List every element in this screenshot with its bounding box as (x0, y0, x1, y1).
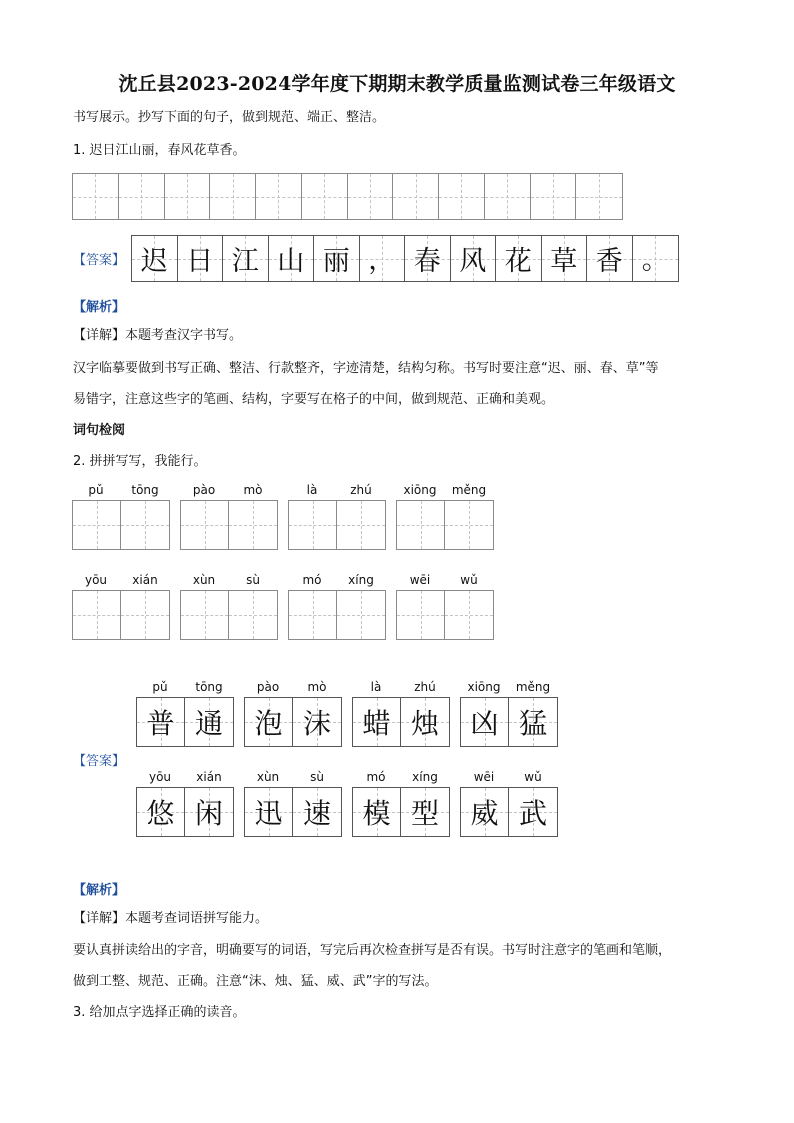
empty-writing-cell (73, 174, 119, 219)
empty-writing-cell (348, 174, 394, 219)
answer-char: 。 (641, 245, 669, 276)
answer-word-grid (136, 697, 234, 747)
answer-word-grid (460, 787, 558, 837)
empty-writing-cell (397, 591, 445, 639)
answer-char: 沫 (302, 707, 331, 740)
pinyin-label: pǔ (152, 680, 168, 694)
word-writing-grid (72, 500, 170, 550)
question-3: 3. 给加点字选择正确的读音。 (73, 1005, 246, 1020)
answer-char: 蜡 (362, 707, 391, 740)
answer-char-cell (509, 788, 557, 836)
pinyin-label: xíng (348, 573, 374, 587)
pinyin-label: xián (196, 770, 222, 784)
answer-char-cell (137, 698, 185, 746)
pinyin-label: xiōng (403, 483, 437, 497)
answer-char: 迟 (140, 246, 168, 277)
answer-char: 凶 (470, 707, 499, 740)
answer-char-cell (587, 236, 633, 281)
answer-writing-grid (131, 235, 679, 282)
pinyin-label: pǔ (88, 483, 104, 497)
pinyin-label: xiōng (467, 680, 501, 694)
answer-char-cell (496, 236, 542, 281)
pinyin-label: xùn (256, 770, 280, 784)
word-writing-grid (180, 500, 278, 550)
explanation-1-line2: 易错字，注意这些字的笔画、结构，字要写在格子的中间，做到规范、正确和美观。 (73, 392, 555, 407)
answer-char-cell (223, 236, 269, 281)
answer-char: 香 (595, 246, 623, 277)
empty-writing-cell (337, 501, 385, 549)
answer-char: 泡 (254, 707, 283, 740)
answer-char-cell (245, 788, 293, 836)
answer-char-cell (360, 236, 406, 281)
answer-char: 武 (518, 797, 547, 830)
answer-char: 威 (470, 797, 499, 830)
empty-writing-cell (289, 591, 337, 639)
answer-char: 猛 (518, 707, 547, 740)
answer-char-cell (461, 698, 509, 746)
explanation-2-line2: 做到工整、规范、正确。注意“沫、烛、猛、威、武”字的写法。 (73, 974, 438, 989)
explanation-1-line1: 汉字临摹要做到书写正确、整洁、行款整齐，字迹清楚，结构匀称。书写时要注意“迟、丽、春、草”等 (73, 361, 659, 376)
answer-char: 日 (186, 246, 214, 277)
answer-word-grid (352, 697, 450, 747)
word-writing-grid (180, 590, 278, 640)
answer-char-cell (293, 698, 341, 746)
answer-char-cell (353, 788, 401, 836)
answer-char-cell (461, 788, 509, 836)
pinyin-label: mò (307, 680, 327, 694)
pinyin-label: mó (366, 770, 386, 784)
page-title: 沈丘县2023-2024学年度下期期末教学质量监测试卷三年级语文 (118, 73, 676, 95)
answer-char: 速 (302, 797, 331, 830)
pinyin-label: yōu (148, 770, 172, 784)
answer-char: 型 (410, 797, 439, 830)
pinyin-label: là (370, 680, 382, 694)
answer-char-cell (185, 788, 233, 836)
section1-heading: 书写展示。抄写下面的句子，做到规范、端正、整洁。 (73, 110, 386, 125)
answer-char: 普 (146, 707, 175, 740)
answer-char: 通 (194, 707, 223, 740)
answer-char: 山 (277, 246, 305, 277)
word-writing-grid (396, 590, 494, 640)
empty-writing-cell (337, 591, 385, 639)
detail-2: 【详解】本题考查词语拼写能力。 (73, 911, 269, 926)
pinyin-label: là (306, 483, 318, 497)
answer-char-cell (353, 698, 401, 746)
empty-writing-cell (121, 591, 169, 639)
explanation-2-line1: 要认真拼读给出的字音，明确要写的词语，写完后再次检查拼写是否有误。书写时注意字的笔画和笔顺， (73, 943, 672, 958)
empty-writing-cell (165, 174, 211, 219)
empty-writing-cell (210, 174, 256, 219)
empty-writing-cell (121, 501, 169, 549)
answer-label-2: 【答案】 (73, 754, 126, 769)
empty-writing-cell (485, 174, 531, 219)
empty-writing-cell (73, 501, 121, 549)
answer-char: 风 (459, 246, 487, 277)
answer-char: 烛 (410, 707, 439, 740)
pinyin-label: xùn (192, 573, 216, 587)
answer-char-cell (185, 698, 233, 746)
answer-char-cell (542, 236, 588, 281)
pinyin-label: sù (310, 770, 324, 784)
empty-writing-cell (397, 501, 445, 549)
empty-writing-cell (119, 174, 165, 219)
empty-writing-cell (256, 174, 302, 219)
empty-writing-cell (439, 174, 485, 219)
word-writing-grid (72, 590, 170, 640)
pinyin-label: zhú (414, 680, 436, 694)
pinyin-label: pào (256, 680, 280, 694)
pinyin-label: mó (302, 573, 322, 587)
pinyin-label: měng (515, 680, 551, 694)
pinyin-label: wēi (409, 573, 431, 587)
word-writing-grid (396, 500, 494, 550)
empty-writing-cell (289, 501, 337, 549)
answer-char-cell (245, 698, 293, 746)
empty-writing-cell (73, 591, 121, 639)
pinyin-label: xián (132, 573, 158, 587)
answer-char-cell (137, 788, 185, 836)
answer-char-cell (401, 698, 449, 746)
answer-word-grid (244, 697, 342, 747)
question-2: 2. 拼拼写写，我能行。 (73, 454, 207, 469)
answer-char-cell (401, 788, 449, 836)
detail-1: 【详解】本题考查汉字书写。 (73, 328, 243, 343)
answer-word-grid (352, 787, 450, 837)
empty-writing-cell (576, 174, 622, 219)
answer-char-cell (269, 236, 315, 281)
pinyin-label: xíng (412, 770, 438, 784)
pinyin-label: tōng (131, 483, 159, 497)
pinyin-label: zhú (350, 483, 372, 497)
answer-char: 花 (504, 246, 532, 277)
answer-word-grid (460, 697, 558, 747)
copy-writing-grid (72, 173, 623, 220)
empty-writing-cell (229, 591, 277, 639)
answer-char-cell (451, 236, 497, 281)
pinyin-label: pào (192, 483, 216, 497)
empty-writing-cell (445, 591, 493, 639)
answer-char: ， (368, 245, 396, 276)
word-writing-grid (288, 590, 386, 640)
empty-writing-cell (393, 174, 439, 219)
empty-writing-cell (229, 501, 277, 549)
answer-char: 模 (362, 797, 391, 830)
answer-char: 丽 (322, 246, 350, 277)
answer-char: 闲 (194, 797, 223, 830)
answer-word-grid (244, 787, 342, 837)
question-1: 1. 迟日江山丽，春风花草香。 (73, 143, 246, 158)
answer-char-cell (509, 698, 557, 746)
answer-char: 江 (231, 246, 259, 277)
answer-char: 迅 (254, 797, 283, 830)
word-writing-grid (288, 500, 386, 550)
pinyin-label: yōu (84, 573, 108, 587)
analysis-label-1: 【解析】 (73, 300, 126, 315)
pinyin-label: měng (451, 483, 487, 497)
empty-writing-cell (181, 591, 229, 639)
section2-heading: 词句检阅 (73, 423, 126, 438)
answer-char: 春 (413, 246, 441, 277)
pinyin-label: sù (246, 573, 260, 587)
empty-writing-cell (181, 501, 229, 549)
answer-char-cell (314, 236, 360, 281)
pinyin-label: wēi (473, 770, 495, 784)
answer-char-cell (405, 236, 451, 281)
empty-writing-cell (302, 174, 348, 219)
pinyin-label: wǔ (524, 770, 542, 784)
empty-writing-cell (445, 501, 493, 549)
pinyin-label: wǔ (460, 573, 478, 587)
answer-char: 草 (550, 246, 578, 277)
answer-char-cell (178, 236, 224, 281)
answer-char-cell (293, 788, 341, 836)
answer-char: 悠 (146, 797, 175, 830)
answer-label-1: 【答案】 (73, 253, 126, 268)
answer-word-grid (136, 787, 234, 837)
pinyin-label: mò (243, 483, 263, 497)
answer-char-cell (633, 236, 679, 281)
empty-writing-cell (531, 174, 577, 219)
answer-char-cell (132, 236, 178, 281)
analysis-label-2: 【解析】 (73, 883, 126, 898)
pinyin-label: tōng (195, 680, 223, 694)
